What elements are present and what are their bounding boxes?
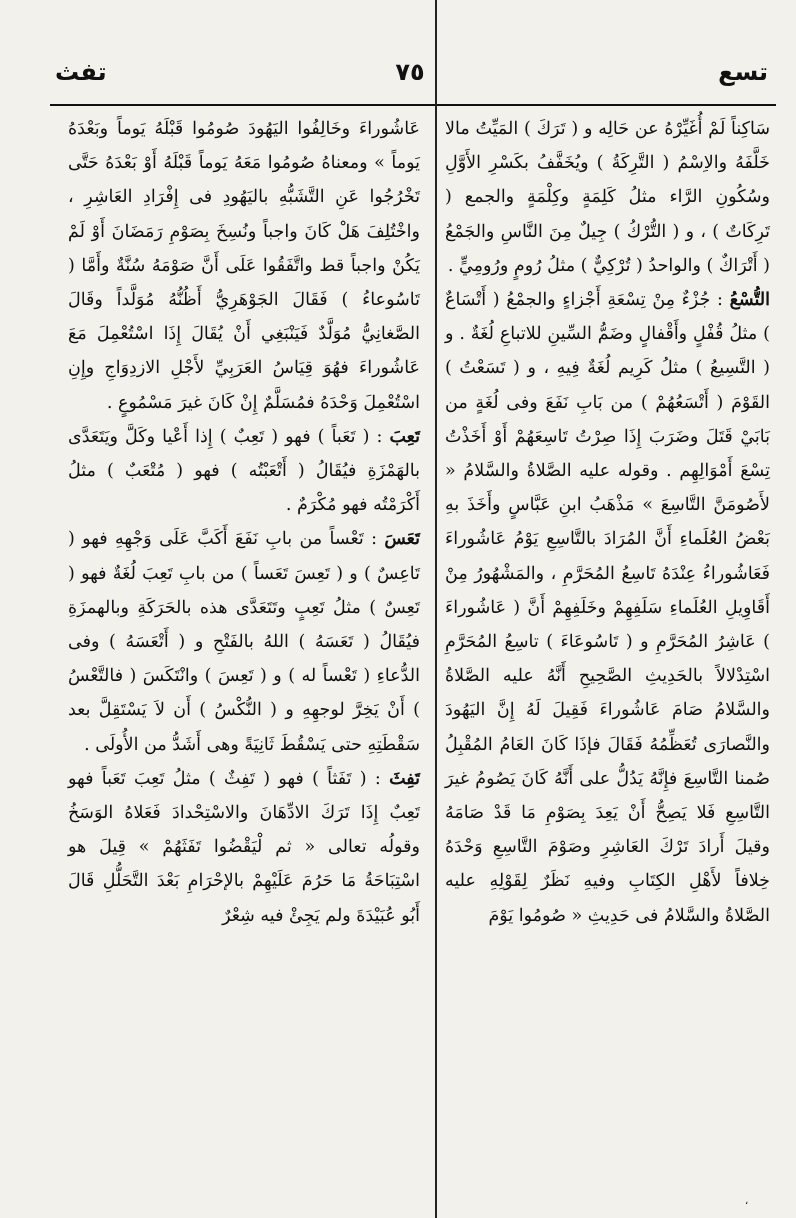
left-column — [68, 112, 420, 933]
header-rule — [50, 104, 776, 106]
entry-paragraph — [68, 522, 420, 761]
entry-text: سَاكِناً لَمْ أُغَيِّرْهُ عن حَالِه و ( تَرَكَ ) المَيِّتُ مالا خَلَّفَهُ والاِسْمُ ( التَّرِكَةُ ) ويُخَفَّفُ بكَسْرِ الأَوَّلِ وسُكُونِ الرَّاء مثلُ كَلِمَةٍ وكِلْمَةٍ والجمع ( تَرِكَاتٌ ) ، و ( التُّرْكُ ) جِيلٌ مِنَ النَّاسِ والجَمْعُ ( أَتْرَاكٌ ) والواحدُ ( تُرْكِيٌّ ) مثلُ رُومٍ ورُومِيٍّ . — [445, 119, 770, 276]
entry-text: : ( تَعَباً ) فهو ( تَعِبٌ ) إِذا أَعْيا وكَلَّ ويَتَعَدَّى بالهَمْزَةِ فيُقَالُ ( أَتْعَبْتُه ) فهو ( مُتْعَبٌ ) مثلُ أَكْرَمْتُه فهو مُكْرَمٌ . — [68, 426, 420, 516]
page-number: ٧٥ — [395, 58, 425, 86]
entry-text: عَاشُوراءَ وخَالِفُوا اليَهُودَ صُومُوا قَبْلَهُ يَوماً وبَعْدَهُ يَوماً » ومعناهُ صُومُوا مَعَهُ يَوماً قَبْلَهُ أَوْ بَعْدَهُ حَتَّى تَخْرُجُوا عَنِ التَّشَبُّهِ باليَهُودِ فى إِفْرَادِ العَاشِرِ ، واخْتُلِفَ هَلْ كَانَ واجباً ونُسِخَ بِصَوْمِ رَمَضَانَ أَوْ لَمْ يَكُنْ واجباً قط واتَّفَقُوا عَلَى أَنَّ صَوْمَهُ سُنَّةٌ وأَمَّا ( تَاسُوعاءُ ) فَقَالَ الجَوْهَرِيُّ أَظُنُّهُ مُوَلَّداً وقَالَ الصَّغانِيُّ مُوَلَّدٌ فَيَنْبَغِي أَنْ يُقَالَ إِذَا اسْتُعْمِلَ مَعَ عَاشُوراءَ فهُوَ قِيَاسُ العَرَبِيِّ لأَجْلِ الازدِوَاجِ وإِنِ اسْتُعْمِلَ وَحْدَهُ فمُسَلَّمٌ إِنْ كَانَ غيرَ مَسْمُوعٍ . — [68, 119, 420, 413]
entry-paragraph — [445, 283, 770, 933]
entry-text: : ( تَفَثاً ) فهو ( تَفِثٌ ) مثلُ تَعِبَ تَعَباً فهو تَعِبٌ إِذَا تَرَكَ الادِّهَانَ والاسْتِحْدادَ فَعَلاهُ الوَسَخُ وقولُه تعالى « ثم لْيَقْضُوا تَفَثَهُمْ » قِيلَ هو اسْتِبَاحَةُ مَا حَرُمَ عَلَيْهِمْ بالإحْرَامِ بَعْدَ التَّحَلُّلِ قَالَ أَبُو عُبَيْدَةَ ولم يَجِئْ فيه شِعْرٌ — [68, 768, 420, 926]
entry-paragraph — [68, 112, 420, 420]
footer-mark: ، — [745, 1196, 749, 1207]
header-guide-word-right: تسع — [718, 58, 768, 86]
header-guide-word-left: تفث — [55, 58, 107, 86]
headword: تَعِبَ — [389, 426, 420, 447]
entry-paragraph — [68, 420, 420, 523]
headword: تَفِثَ — [389, 768, 420, 789]
headword: التُّسْعُ — [729, 290, 770, 311]
headword: تَعَسَ — [384, 529, 420, 550]
entry-paragraph — [445, 112, 770, 283]
entry-text: : جُزْءٌ مِنْ تِسْعَةِ أَجْزاءٍ والجمْعُ ( أَتْسَاعٌ ) مثلُ قُفْلٍ وأَقْفالٍ وضَمُّ السِّينِ للاتباعِ لُغَةٌ . و ( التَّسِيعُ ) مثلُ كَرِيم لُغَةٌ فِيهِ ، و ( تَسَعْتُ ) القَوْمَ ( أَتْسَعُهُمْ ) من بَابِ نَفَعَ وفى لُغَةٍ من بَابَيْ قَتَلَ وضَرَبَ إِذَا صِرْتُ تَاسِعَهُمْ أَوْ أَخَذْتُ تِسْعَ أَمْوَالِهِم . وقوله عليه الصَّلاةُ والسَّلامُ « لأَصُومَنَّ التَّاسِعَ » مَذْهَبُ ابنِ عَبَّاسٍ وأَخَذَ بهِ بَعْضُ العُلَماءِ أَنَّ المُرَادَ بالتَّاسِعِ يَوْمُ عَاشُوراءَ فَعَاشُوراءُ عِنْدَهُ تَاسِعُ المُحَرَّمِ ، والمَشْهُورُ مِنْ أَقَاوِيلِ العُلَماءِ سَلَفِهِمْ وخَلَفِهِمْ أَنَّ ( عَاشُوراءَ ) عَاشِرُ المُحَرَّمِ و ( تَاسُوعَاءَ ) تاسِعُ المُحَرَّمِ اسْتِدْلالاً بالحَدِيثِ الصَّحِيحِ أَنَّهُ عليه الصَّلاةُ والسَّلامُ صَامَ عَاشُوراءَ فَقِيلَ لَهُ إِنَّ اليَهُودَ والنَّصارَى تُعَظِّمُهُ فَقَالَ فإذَا كَانَ العَامُ المُقْبِلُ صُمنا التَّاسِعَ فإِنَّهُ يَدُلُّ على أَنَّهُ كَانَ يَصُومُ غيرَ التَّاسِعِ فَلا يَصِحُّ أَنْ يَعِدَ بِصَوْمِ مَا قَدْ صَامَهُ وقيلَ أَرادَ تَرْكَ العَاشِرِ وصَوْمَ التَّاسِعِ وَحْدَهُ خِلافاً لأَهْلِ الكِتَابِ وفيهِ نَظَرٌ لِقَوْلِهِ عليه الصَّلاةُ والسَّلامُ فى حَدِيثِ « صُومُوا يَوْمَ — [445, 290, 770, 926]
entry-text: : تَعْساً من بابِ نَفَعَ أَكَبَّ عَلَى وَجْهِهِ فهو ( تَاعِسٌ ) و ( تَعِسَ تَعَساً ) من بابِ تَعِبَ لُغَةٌ فهو ( تَعِسٌ ) مثلُ تَعِبٍ وتَتَعَدَّى هذه بالحَرَكَةِ وبالهمزَةِ فيُقَالُ ( تَعَسَهُ ) اللهُ بالفَتْحِ و ( أَتْعَسَهُ ) وفى الدُّعاءِ ( تَعْساً له ) و ( تَعِسَ ) وانْتَكَسَ ( فالتَّعْسُ ) أَنْ يَخِرَّ لوجهِهِ و ( النُّكْسُ ) أَن لاَ يَسْتَقِلَّ بعد سَقْطَتِهِ حتى يَسْقُطَ ثَانِيَةً وهى أَشَدُّ من الأُولَى . — [68, 529, 420, 755]
column-divider — [435, 0, 437, 1218]
right-column — [445, 112, 770, 933]
entry-paragraph — [68, 762, 420, 933]
